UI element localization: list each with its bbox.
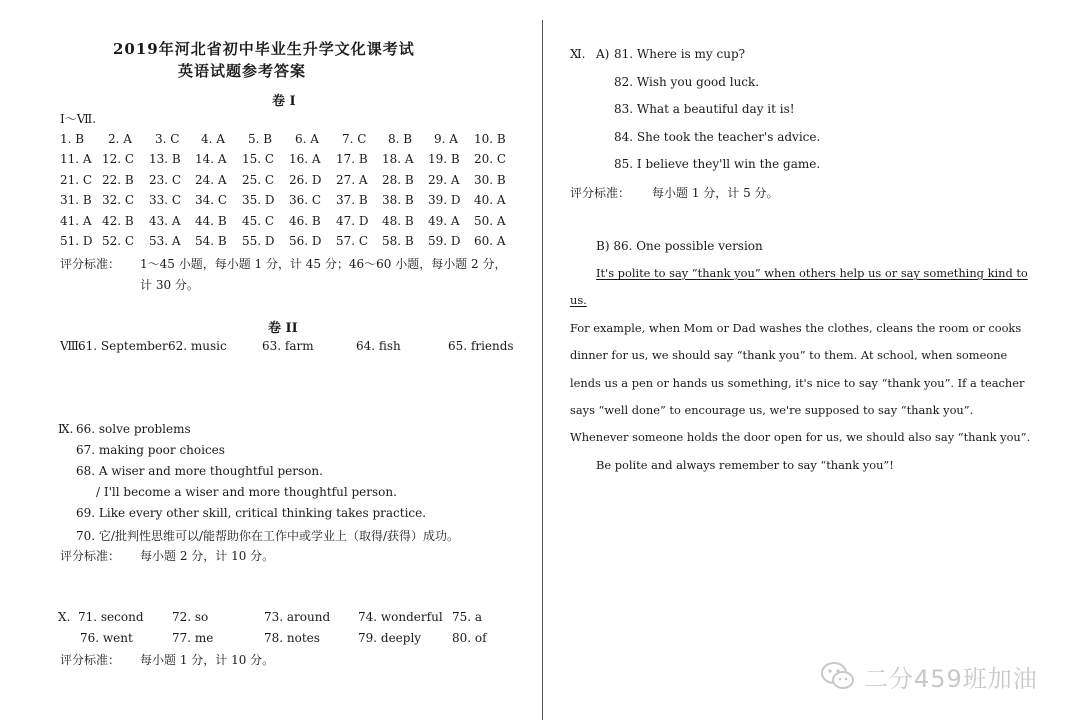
answer-cell: 41. A — [60, 214, 92, 228]
answer-cell: 35. D — [242, 193, 275, 207]
answer-cell: 37. B — [336, 193, 368, 207]
answer-cell: 47. D — [336, 214, 369, 228]
answer-cell: 3. C — [155, 132, 180, 146]
answer-cell: 21. C — [60, 173, 93, 187]
answer-row — [60, 152, 510, 168]
answer-cell: 16. A — [289, 152, 321, 166]
answer-item: 72. so — [172, 610, 209, 624]
answer-item: / I'll become a wiser and more thoughtful person. — [96, 485, 397, 499]
answer-item: 75. a — [452, 610, 483, 624]
answer-item: 79. deeply — [358, 631, 422, 645]
answer-cell: 11. A — [60, 152, 92, 166]
answer-cell: 60. A — [474, 234, 506, 248]
answer-cell: 29. A — [428, 173, 460, 187]
scoring-label: 评分标准： — [60, 549, 121, 563]
model-essay — [570, 260, 1032, 479]
answer-cell: 4. A — [201, 132, 225, 146]
answer-cell: 13. B — [149, 152, 181, 166]
essay-topic-sentence: It's polite to say “thank you” when others help us or say something kind to us. — [570, 266, 1028, 308]
answer-cell: 55. D — [242, 234, 275, 248]
answer-cell: 50. A — [474, 214, 506, 228]
answer-cell: 53. A — [149, 234, 181, 248]
answer-cell: 34. C — [195, 193, 228, 207]
answer-item: 70. 它/批判性思维可以/能帮助你在工作中或学业上（取得/获得）成功。 — [76, 529, 460, 543]
answer-cell: 24. A — [195, 173, 227, 187]
answer-cell: 58. B — [382, 234, 414, 248]
answer-cell: 2. A — [108, 132, 132, 146]
answer-item: 73. around — [264, 610, 331, 624]
answer-cell: 46. B — [289, 214, 321, 228]
scoring-text: 1～45 小题，每小题 1 分，计 45 分；46～60 小题，每小题 2 分， — [140, 257, 507, 271]
answer-cell: 7. C — [342, 132, 367, 146]
answer-cell: 54. B — [195, 234, 227, 248]
answer-cell: 42. B — [102, 214, 134, 228]
answer-cell: 5. B — [248, 132, 273, 146]
answer-item: 82. Wish you good luck. — [614, 75, 760, 89]
answer-cell: 14. A — [195, 152, 227, 166]
answer-cell: 57. C — [336, 234, 369, 248]
answer-cell: 33. C — [149, 193, 182, 207]
wechat-icon — [820, 661, 856, 691]
answer-cell: 36. C — [289, 193, 322, 207]
answer-item: 67. making poor choices — [76, 443, 225, 457]
answer-item: 69. Like every other skill, critical thinking takes practice. — [76, 506, 427, 520]
answer-item: 68. A wiser and more thoughtful person. — [76, 464, 323, 478]
answer-cell: 27. A — [336, 173, 368, 187]
answer-row — [60, 132, 510, 148]
document-title: 2019年河北省初中毕业生升学文化课考试 — [113, 40, 415, 58]
section-numeral: Ⅺ. — [570, 47, 586, 61]
answer-cell: 10. B — [474, 132, 506, 146]
essay-closing-sentence: Be polite and always remember to say “thank you”! — [596, 457, 894, 472]
answer-cell: 40. A — [474, 193, 506, 207]
answer-cell: 38. B — [382, 193, 414, 207]
answer-cell: 59. D — [428, 234, 461, 248]
answer-cell: 39. D — [428, 193, 461, 207]
answer-item: 80. of — [452, 631, 487, 645]
answer-cell: 56. D — [289, 234, 322, 248]
answer-cell: 12. C — [102, 152, 135, 166]
answer-row — [60, 193, 510, 209]
answer-item: 76. went — [80, 631, 133, 645]
answer-row — [60, 234, 510, 250]
answer-cell: 28. B — [382, 173, 414, 187]
part-label: A) — [596, 47, 610, 61]
answer-cell: 45. C — [242, 214, 275, 228]
answer-cell: 19. B — [428, 152, 460, 166]
answer-cell: 51. D — [60, 234, 93, 248]
section-numeral: Ⅹ. — [58, 610, 71, 624]
scoring-text: 每小题 1 分，计 10 分。 — [140, 653, 275, 667]
answer-cell: 18. A — [382, 152, 414, 166]
answer-item: 61. September — [78, 339, 168, 353]
answer-cell: 31. B — [60, 193, 92, 207]
volume-two-label: 卷 II — [268, 321, 298, 336]
answer-cell: 32. C — [102, 193, 135, 207]
answer-cell: 15. C — [242, 152, 275, 166]
answer-cell: 43. A — [149, 214, 181, 228]
answer-item: 78. notes — [264, 631, 320, 645]
answer-item: 84. She took the teacher's advice. — [614, 130, 821, 144]
answer-cell: 26. D — [289, 173, 322, 187]
scoring-label: 评分标准： — [60, 257, 121, 271]
answer-cell: 1. B — [60, 132, 85, 146]
answer-cell: 23. C — [149, 173, 182, 187]
answer-item: 66. solve problems — [76, 422, 191, 436]
volume-one-label: 卷 I — [272, 94, 296, 109]
section-numeral: Ⅷ. — [60, 339, 83, 353]
answer-cell: 49. A — [428, 214, 460, 228]
answer-item: 62. music — [168, 339, 227, 353]
answer-cell: 6. A — [295, 132, 319, 146]
answer-item: 83. What a beautiful day it is! — [614, 102, 795, 116]
answer-item: 81. Where is my cup? — [614, 47, 746, 61]
scoring-text: 每小题 2 分，计 10 分。 — [140, 549, 275, 563]
answer-cell: 9. A — [434, 132, 458, 146]
answer-item: 64. fish — [356, 339, 401, 353]
answer-item: 71. second — [78, 610, 144, 624]
essay-body-paragraph: For example, when Mom or Dad washes the clothes, cleans the room or cooks dinner for us, we should say “thank you” to them. At school, when someone lends us a pen or hands us something, it's nice to say “thank you”. If a teacher says “well done” to encourage us, we're supposed to say “thank you”. Whenever someone holds the door open for us, we should also say “thank you”. — [570, 320, 1031, 445]
answer-cell: 22. B — [102, 173, 134, 187]
scoring-text: 每小题 1 分，计 5 分。 — [652, 186, 779, 200]
section-numeral: Ⅸ. — [58, 422, 74, 436]
answer-item: 63. farm — [262, 339, 314, 353]
watermark-text: 二分459班加油 — [864, 664, 1038, 693]
answer-cell: 17. B — [336, 152, 368, 166]
column-divider — [542, 20, 543, 720]
answer-cell: 48. B — [382, 214, 414, 228]
answer-item: 65. friends — [448, 339, 514, 353]
answer-cell: 30. B — [474, 173, 506, 187]
answer-cell: 52. C — [102, 234, 135, 248]
answer-item: 74. wonderful — [358, 610, 443, 624]
answer-item: 77. me — [172, 631, 214, 645]
answer-cell: 8. B — [388, 132, 413, 146]
wechat-watermark — [820, 658, 1038, 694]
answer-row — [60, 173, 510, 189]
answer-cell: 20. C — [474, 152, 507, 166]
part-b-heading: B) 86. One possible version — [596, 239, 763, 253]
scoring-label: 评分标准： — [570, 186, 631, 200]
scoring-text: 计 30 分。 — [140, 278, 199, 292]
scoring-label: 评分标准： — [60, 653, 121, 667]
section-range-label: Ⅰ～Ⅶ. — [60, 112, 97, 126]
answer-row — [60, 214, 510, 230]
answer-cell: 44. B — [195, 214, 227, 228]
document-subtitle: 英语试题参考答案 — [178, 62, 307, 80]
answer-cell: 25. C — [242, 173, 275, 187]
answer-item: 85. I believe they'll win the game. — [614, 157, 821, 171]
